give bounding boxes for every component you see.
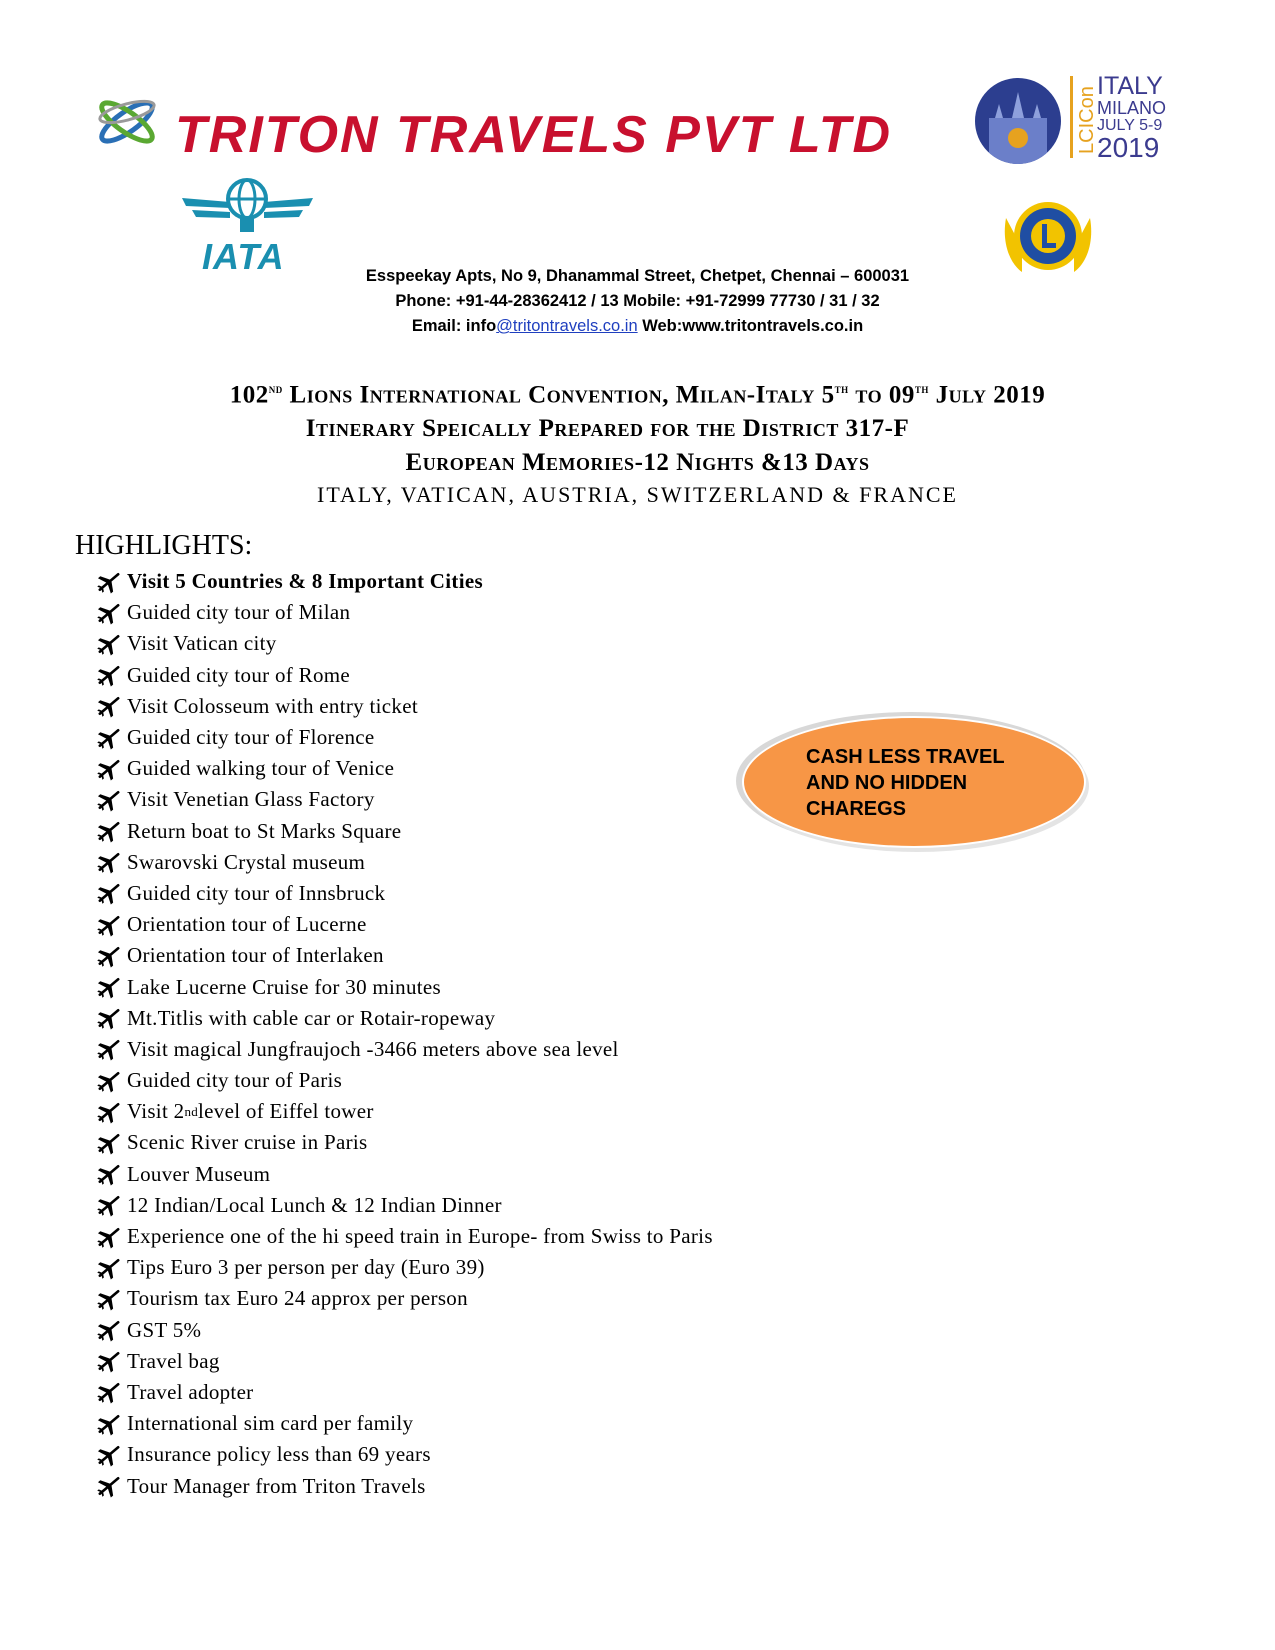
airplane-icon <box>95 1069 123 1093</box>
airplane-icon <box>95 881 123 905</box>
highlight-text: GST 5% <box>127 1317 202 1342</box>
airplane-icon <box>95 1037 123 1061</box>
airplane-icon <box>95 694 123 718</box>
highlight-text: Guided city tour of Paris <box>127 1068 343 1093</box>
highlight-item <box>95 566 713 597</box>
highlights-list <box>95 566 713 1502</box>
highlight-text: Insurance policy less than 69 years <box>127 1442 431 1467</box>
airplane-icon <box>95 1474 123 1498</box>
airplane-icon <box>95 1131 123 1155</box>
airplane-icon <box>95 850 123 874</box>
highlight-text: Tour Manager from Triton Travels <box>127 1473 426 1498</box>
package-title: European Memories-12 Nights &13 Days <box>405 449 870 477</box>
highlight-text: Experience one of the hi speed train in Europe- from Swiss to Paris <box>127 1224 713 1249</box>
airplane-icon <box>95 1100 123 1124</box>
airplane-icon <box>95 1318 123 1342</box>
highlight-item <box>95 816 713 847</box>
email-link[interactable]: @tritontravels.co.in <box>496 317 638 335</box>
iata-wordmark: IATA <box>202 236 285 277</box>
highlight-text: Guided city tour of Florence <box>127 725 375 750</box>
highlight-item <box>95 1003 713 1034</box>
email-web-line <box>0 314 1275 339</box>
highlight-text: Lake Lucerne Cruise for 30 minutes <box>127 974 442 999</box>
convention-line1: ITALY <box>1097 72 1163 100</box>
itinerary-subtitle: Itinerary Speically Prepared for the District 317-F <box>305 415 910 443</box>
divider <box>1070 76 1073 158</box>
highlight-text: Swarovski Crystal museum <box>127 849 366 874</box>
highlight-text: Tourism tax Euro 24 approx per person <box>127 1286 468 1311</box>
airplane-icon <box>95 1287 123 1311</box>
badge-text: CASH LESS TRAVEL AND NO HIDDEN CHAREGS <box>806 746 1005 820</box>
airplane-icon <box>95 757 123 781</box>
airplane-icon <box>95 1193 123 1217</box>
highlight-item <box>95 597 713 628</box>
highlight-text: Guided city tour of Innsbruck <box>127 880 386 905</box>
highlight-item <box>95 1096 713 1127</box>
airplane-icon <box>95 975 123 999</box>
highlight-text: Louver Museum <box>127 1161 271 1186</box>
highlight-text: Scenic River cruise in Paris <box>127 1130 368 1155</box>
highlight-text: International sim card per family <box>127 1411 414 1436</box>
highlight-text: 12 Indian/Local Lunch & 12 Indian Dinner <box>127 1192 502 1217</box>
email-label: Email: info <box>411 317 497 335</box>
airplane-icon <box>95 1443 123 1467</box>
highlight-item <box>95 1065 713 1096</box>
ordinal-suffix: nd <box>184 1103 199 1119</box>
highlight-item <box>95 660 713 691</box>
highlight-item <box>95 1408 713 1439</box>
highlight-text-rest: level of Eiffel tower <box>198 1099 374 1124</box>
highlight-text: Visit 5 Countries & 8 Important Cities <box>127 569 483 594</box>
airplane-icon <box>95 1256 123 1280</box>
convention-line3: JULY 5-9 <box>1097 117 1163 134</box>
highlight-item <box>95 753 713 784</box>
highlight-item <box>95 878 713 909</box>
lcicon-vertical-text: LCICon <box>1076 86 1098 154</box>
highlight-item <box>95 1377 713 1408</box>
highlight-text: Visit 2 <box>127 1099 185 1124</box>
airplane-icon <box>95 1380 123 1404</box>
highlight-item <box>95 1470 713 1501</box>
cashless-badge <box>742 716 1092 848</box>
airplane-icon <box>95 1412 123 1436</box>
countries-line: ITALY, VATICAN, AUSTRIA, SWITZERLAND & FRANCE <box>317 482 958 508</box>
airplane-icon <box>95 788 123 812</box>
highlight-item <box>95 940 713 971</box>
highlight-item <box>95 628 713 659</box>
highlight-text: Guided city tour of Milan <box>127 600 351 625</box>
highlight-text: Guided city tour of Rome <box>127 662 350 687</box>
highlight-text: Travel adopter <box>127 1379 254 1404</box>
airplane-icon <box>95 632 123 656</box>
title-block <box>0 372 1275 510</box>
highlight-text: Visit Venetian Glass Factory <box>127 787 375 812</box>
address-line: Esspeekay Apts, No 9, Dhanammal Street, Chetpet, Chennai – 600031 <box>365 267 910 285</box>
company-name: TRITON TRAVELS PVT LTD <box>175 106 893 164</box>
airplane-icon <box>95 726 123 750</box>
highlight-text: Visit Colosseum with entry ticket <box>127 693 418 718</box>
highlight-text: Guided walking tour of Venice <box>127 756 395 781</box>
highlights-heading: HIGHLIGHTS: <box>75 530 253 561</box>
convention-line4: 2019 <box>1097 132 1160 163</box>
highlight-item <box>95 1159 713 1190</box>
highlight-item <box>95 722 713 753</box>
milan-cathedral-icon <box>975 78 1061 164</box>
airplane-icon <box>95 601 123 625</box>
highlight-text: Visit Vatican city <box>127 631 277 656</box>
highlight-text: Orientation tour of Interlaken <box>127 943 384 968</box>
airplane-icon <box>95 819 123 843</box>
highlight-item <box>95 1221 713 1252</box>
convention-title: 102nd Lions International Convention, Milan-Italy 5th to 09th July 2019 <box>229 381 1046 409</box>
phone-line: Phone: +91-44-28362412 / 13 Mobile: +91-72999 77730 / 31 / 32 <box>395 292 880 310</box>
highlight-item <box>95 1127 713 1158</box>
highlight-text: Orientation tour of Lucerne <box>127 912 367 937</box>
contact-block <box>0 264 1275 339</box>
convention-logo <box>975 72 1175 164</box>
airplane-icon <box>95 570 123 594</box>
highlight-item <box>95 847 713 878</box>
highlight-item <box>95 1034 713 1065</box>
highlight-item <box>95 971 713 1002</box>
highlight-text: Travel bag <box>127 1348 220 1373</box>
airplane-icon <box>95 663 123 687</box>
airplane-icon <box>95 1006 123 1030</box>
highlight-item <box>95 1346 713 1377</box>
highlight-item <box>95 909 713 940</box>
highlight-text: Return boat to St Marks Square <box>127 818 402 843</box>
convention-line2: MILANO <box>1097 98 1167 118</box>
highlight-item <box>95 1252 713 1283</box>
highlight-item <box>95 1439 713 1470</box>
highlight-item <box>95 691 713 722</box>
highlight-text: Mt.Titlis with cable car or Rotair-ropeway <box>127 1005 496 1030</box>
triton-swoosh-logo <box>90 82 165 157</box>
airplane-icon <box>95 1162 123 1186</box>
highlight-item <box>95 784 713 815</box>
highlight-text: Visit magical Jungfraujoch -3466 meters above sea level <box>127 1036 619 1061</box>
highlight-text: Tips Euro 3 per person per day (Euro 39) <box>127 1255 485 1280</box>
web-address: Web:www.tritontravels.co.in <box>637 317 864 335</box>
airplane-icon <box>95 944 123 968</box>
highlight-item <box>95 1190 713 1221</box>
airplane-icon <box>95 1349 123 1373</box>
highlight-item <box>95 1283 713 1314</box>
highlight-item <box>95 1315 713 1346</box>
airplane-icon <box>95 1225 123 1249</box>
airplane-icon <box>95 913 123 937</box>
